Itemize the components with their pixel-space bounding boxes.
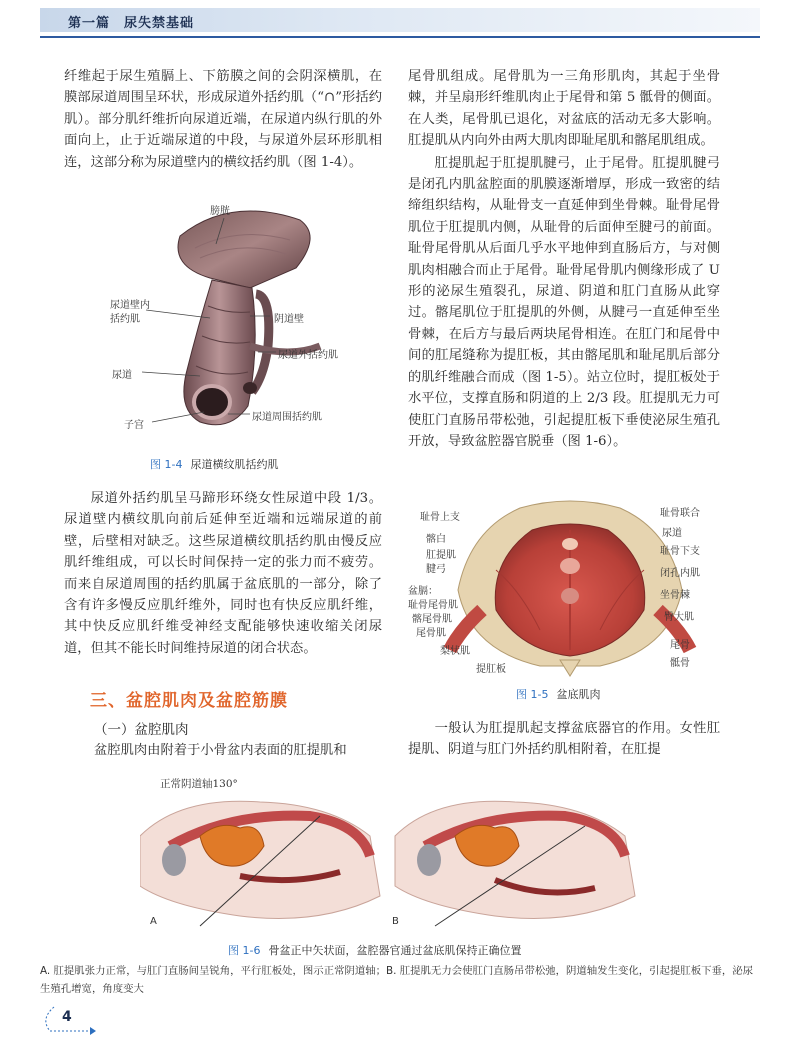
panel-a-drawing <box>140 801 380 926</box>
body-right-top <box>408 66 720 452</box>
running-header <box>40 8 760 34</box>
label-gluteus: 臀大肌 <box>664 612 694 623</box>
panel-a-label: A <box>150 916 157 927</box>
paragraph: 盆腔肌肉由附着于小骨盆内表面的肛提肌和 <box>94 743 347 758</box>
label-pubic-inf: 耻骨下支 <box>660 546 700 557</box>
header-text <box>68 12 208 31</box>
header-part: 第一篇 <box>68 16 111 31</box>
figure-1-4 <box>100 196 380 452</box>
header-rule <box>40 36 760 38</box>
figure-1-6 <box>140 776 660 936</box>
label-uterus: 子宫 <box>124 420 144 431</box>
subsection-heading: （一）盆腔肌肉 <box>94 722 189 738</box>
label-wall-sphincter: 尿道壁内 <box>110 300 150 311</box>
label-pubic-sup: 耻骨上支 <box>420 512 460 523</box>
label-coccygeus: 尾骨肌 <box>416 628 446 639</box>
label-vagina-wall: 阴道壁 <box>274 314 304 325</box>
paragraph: 肛提肌起于肛提肌腱弓，止于尾骨。肛提肌腱弓是闭孔内肌盆腔面的肌膜逐渐增厚，形成一致密的结缔组织结构，从耻骨支一直延伸到坐骨棘。耻骨尾骨肌位于肛提肌内侧，从耻骨的后面伸至腱弓的前面。耻骨尾骨肌从后面几乎水平地伸到直肠后方，与对侧肌肉相融合而止于尾骨。耻骨尾骨肌内侧缘形成了 U 形的泌尿生殖裂孔，尿道、阴道和肛门直肠从此穿过。髂尾肌位于肛提肌的外侧，从腱弓一直延伸至坐骨棘，在后方与最后两块尾骨相连。在肛门和尾骨中间的肛尾缝称为提肛板，其由髂尾肌和耻尾肌后部分的肌纤维融合而成（图 1-5）。站立位时，提肛板处于水平位，支撑直肠和阴道的上 2/3 段。肛提肌无力可使肛门直肠吊带松弛，引起提肛板下垂使泌尿生殖孔开放，导致盆腔器官脱垂（图 1-6）。 <box>408 155 720 449</box>
label-levator-plate: 提肛板 <box>476 664 506 675</box>
label-piriformis: 梨状肌 <box>440 646 470 657</box>
label-urethra: 尿道 <box>662 528 682 539</box>
label-coccyx: 尾骨 <box>670 640 690 651</box>
figure-caption-text: 盆底肌肉 <box>556 688 601 701</box>
body-left-mid <box>64 488 382 659</box>
label-pubococcygeus: 耻骨尾骨肌 <box>408 600 458 611</box>
label-pelvic-diaphragm: 盆膈： <box>408 586 438 597</box>
label-ilium: 髂白 <box>426 534 446 545</box>
label-peri-sphincter: 尿道周围括约肌 <box>252 412 322 423</box>
figure-number: 图 1-5 <box>516 688 549 701</box>
body-left-bot <box>94 740 382 761</box>
figure-1-6-note: A. 肛提肌张力正常，与肛门直肠间呈锐角，平行肛板处，图示正常阴道轴；B. 肛提肌无力会使肛门直肠吊带松弛，阴道轴发生变化，引起提肛板下垂，泌尿生殖孔增宽，角度变大 <box>40 965 754 995</box>
label-sacrum: 骶骨 <box>670 658 690 669</box>
figure-number: 图 1-6 <box>228 944 261 957</box>
label-ischial-spine: 坐骨棘 <box>660 590 690 601</box>
label-tendon-arch: 腱弓 <box>426 564 446 575</box>
paragraph: 尿道外括约肌呈马蹄形环绕女性尿道中段 1/3。尿道壁内横纹肌向前后延伸至近端和远端尿道的前壁，后壁相对缺乏。这些尿道横纹肌括约肌由慢反应肌纤维组成，可以长时间保持一定的张力而不疲劳。而来自尿道周围的括约肌属于盆底肌的一部分，除了含有许多慢反应肌纤维外，同时也有快反应肌纤维，其中快反应肌纤维受神经支配能够快速收缩关闭尿道，但其不能长时间维持尿道的闭合状态。 <box>64 491 382 656</box>
paragraph: 纤维起于尿生殖膈上、下筋膜之间的会阴深横肌，在膜部尿道周围呈环状，形成尿道外括约肌（“∩”形括约肌）。部分肌纤维折向尿道近端，在尿道内纵行肌的外面向上，止于近端尿道的中段，与尿道外层环形肌相连，这部分称为尿道壁内的横纹括约肌（图 1-4）。 <box>64 69 382 170</box>
urethral-sphincter-illustration <box>100 196 380 452</box>
label-urethra: 尿道 <box>112 370 132 381</box>
header-title: 尿失禁基础 <box>124 16 195 31</box>
body-right-bot <box>408 718 720 761</box>
figure-1-4-caption <box>150 456 278 472</box>
figure-caption-text: 骨盆正中矢状面，盆腔器官通过盆底肌保持正确位置 <box>268 944 522 957</box>
label-levator: 肛提肌 <box>426 550 456 561</box>
page-arc-decoration <box>40 1005 110 1035</box>
label-bladder: 膀胱 <box>210 206 230 217</box>
label-iliococcygeus: 髂尾骨肌 <box>412 614 452 625</box>
pelvic-sagittal-illustration <box>140 776 660 936</box>
label-pubic-sym: 耻骨联合 <box>660 508 700 519</box>
page-number: 4 <box>62 1009 72 1025</box>
label-wall-sphincter-2: 括约肌 <box>110 314 140 325</box>
figure-1-5-caption <box>516 686 600 702</box>
section-heading: 三、盆腔肌肉及盆腔筋膜 <box>90 691 288 711</box>
figure-caption-text: 尿道横纹肌括约肌 <box>190 458 279 471</box>
page-number-block <box>40 1005 110 1035</box>
body-left-top <box>64 66 382 173</box>
panel-b-label: B <box>392 916 399 927</box>
label-vaginal-axis: 正常阴道轴130° <box>160 778 238 790</box>
panel-b-drawing <box>395 801 635 926</box>
paragraph: 一般认为肛提肌起支撑盆底器官的作用。女性肛提肌、阴道与肛门外括约肌相附着，在肛提 <box>408 721 720 758</box>
figure-number: 图 1-4 <box>150 458 183 471</box>
figure-1-5 <box>408 500 720 680</box>
label-obturator: 闭孔内肌 <box>660 568 700 579</box>
figure-1-6-caption <box>228 942 521 958</box>
label-ext-sphincter: 尿道外括约肌 <box>278 350 338 361</box>
paragraph: 尾骨肌组成。尾骨肌为一三角形肌肉，其起于坐骨棘，并呈扇形纤维肌肉止于尾骨和第 5 骶骨的侧面。在人类，尾骨肌已退化，对盆底的活动无多大影响。肛提肌从内向外由两大肌肉即耻尾肌和髂尾肌组成。 <box>408 69 720 149</box>
